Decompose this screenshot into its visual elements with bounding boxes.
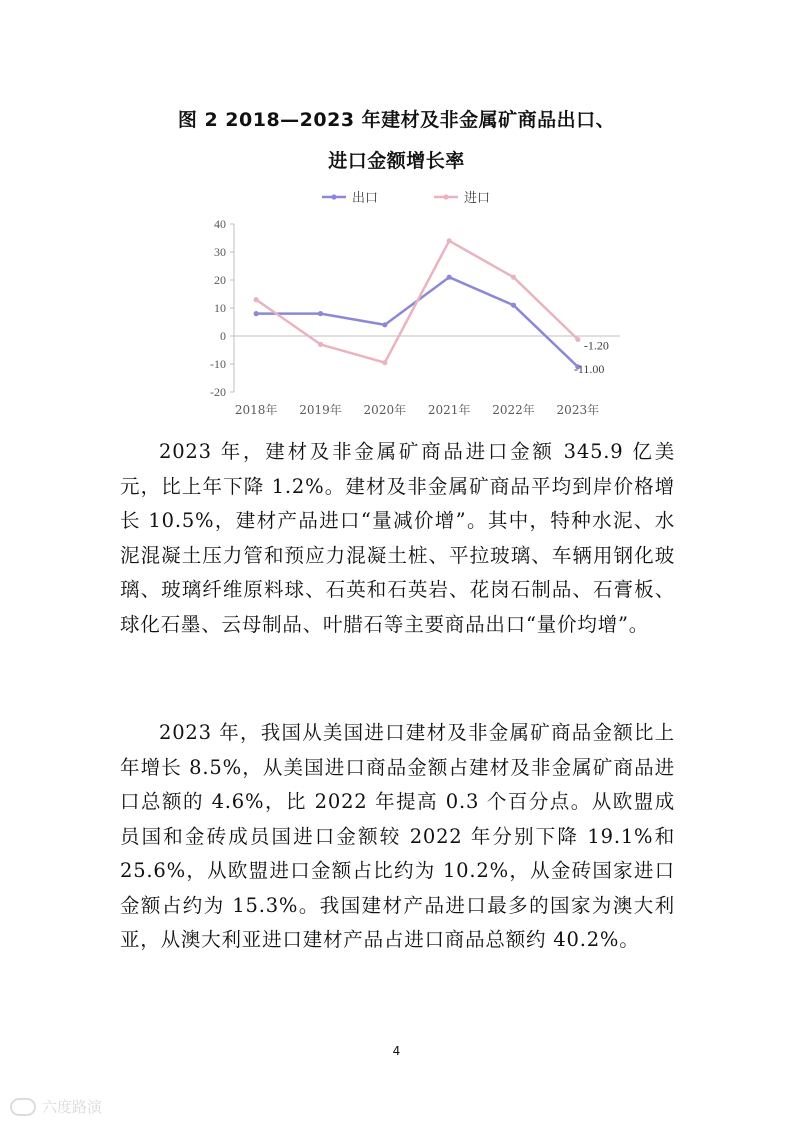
- series-1-point: [511, 303, 516, 308]
- series-line-1: [256, 277, 578, 367]
- series-line-2: [256, 241, 578, 363]
- legend-label-1: 出口: [352, 191, 379, 206]
- series-2-point: [511, 275, 516, 280]
- figure-title-line1: 图 2 2018—2023 年建材及非金属矿商品出口、: [177, 109, 616, 131]
- watermark-text: 六度路演: [42, 1098, 103, 1116]
- series-1-point: [254, 311, 259, 316]
- series-1-point: [318, 311, 323, 316]
- watermark: [10, 1096, 102, 1117]
- series-2-point: [382, 360, 387, 365]
- x-tick-label: 2022年: [492, 403, 535, 417]
- body-paragraph-1: 2023 年，建材及非金属矿商品进口金额 345.9 亿美元，比上年下降 1.2%。建材及非金属矿商品平均到岸价格增长 10.5%，建材产品进口“量减价增”。其中，特种水泥、水泥混凝土压力管和预应力混凝土桩、平拉玻璃、车辆用钢化玻璃、玻璃纤维原料球、石英和石英岩、花岗石制品、石膏板、球化石墨、云母制品、叶腊石等主要商品出口“量价均增”。: [120, 440, 675, 636]
- series-2-point: [318, 342, 323, 347]
- series-1-point: [382, 322, 387, 327]
- y-tick-label: -10: [210, 357, 226, 371]
- x-tick-label: 2018年: [234, 403, 278, 417]
- watermark-logo-icon: [10, 1098, 36, 1116]
- x-tick-label: 2019年: [299, 403, 342, 417]
- growth-rate-line-chart: [190, 180, 640, 425]
- y-tick-label: 10: [214, 301, 226, 315]
- y-tick-label: 40: [214, 217, 226, 231]
- x-tick-label: 2020年: [363, 403, 407, 417]
- series-2-point: [447, 238, 452, 243]
- chart-series: [254, 238, 581, 369]
- annotation-export-2023: -11.00: [573, 361, 605, 376]
- page-number: 4: [392, 1044, 401, 1058]
- y-axis: [210, 217, 234, 399]
- chart-annotations: [574, 338, 609, 375]
- x-tick-label: 2021年: [427, 403, 471, 417]
- figure-title-line2: 进口金额增长率: [328, 150, 465, 172]
- y-tick-label: 30: [214, 245, 226, 259]
- series-1-point: [447, 275, 452, 280]
- legend-marker-1: [331, 194, 336, 199]
- series-2-point: [254, 297, 259, 302]
- series-2-point: [575, 337, 580, 342]
- y-tick-label: 20: [214, 273, 226, 287]
- y-tick-label: 0: [220, 329, 226, 343]
- legend-marker-2: [443, 194, 448, 199]
- chart-legend: [322, 190, 490, 206]
- annotation-import-2023: -1.20: [583, 338, 609, 353]
- legend-label-2: 进口: [464, 191, 491, 206]
- y-tick-label: -20: [210, 385, 226, 399]
- body-paragraph-2: 2023 年，我国从美国进口建材及非金属矿商品金额比上年增长 8.5%，从美国进口商品金额占建材及非金属矿商品进口总额的 4.6%，比 2022 年提高 0.3 个百分点。从欧盟成员国和金砖成员国进口金额较 2022 年分别下降 19.1%和 25.6%，从欧盟进口金额占比约为 10.2%，从金砖国家进口金额占约为 15.3%。我国建材产品进口最多的国家为澳大利亚，从澳大利亚进口建材产品占进口商品总额约 40.2%。: [120, 721, 675, 951]
- x-axis: [234, 336, 620, 417]
- x-tick-label: 2023年: [556, 403, 600, 417]
